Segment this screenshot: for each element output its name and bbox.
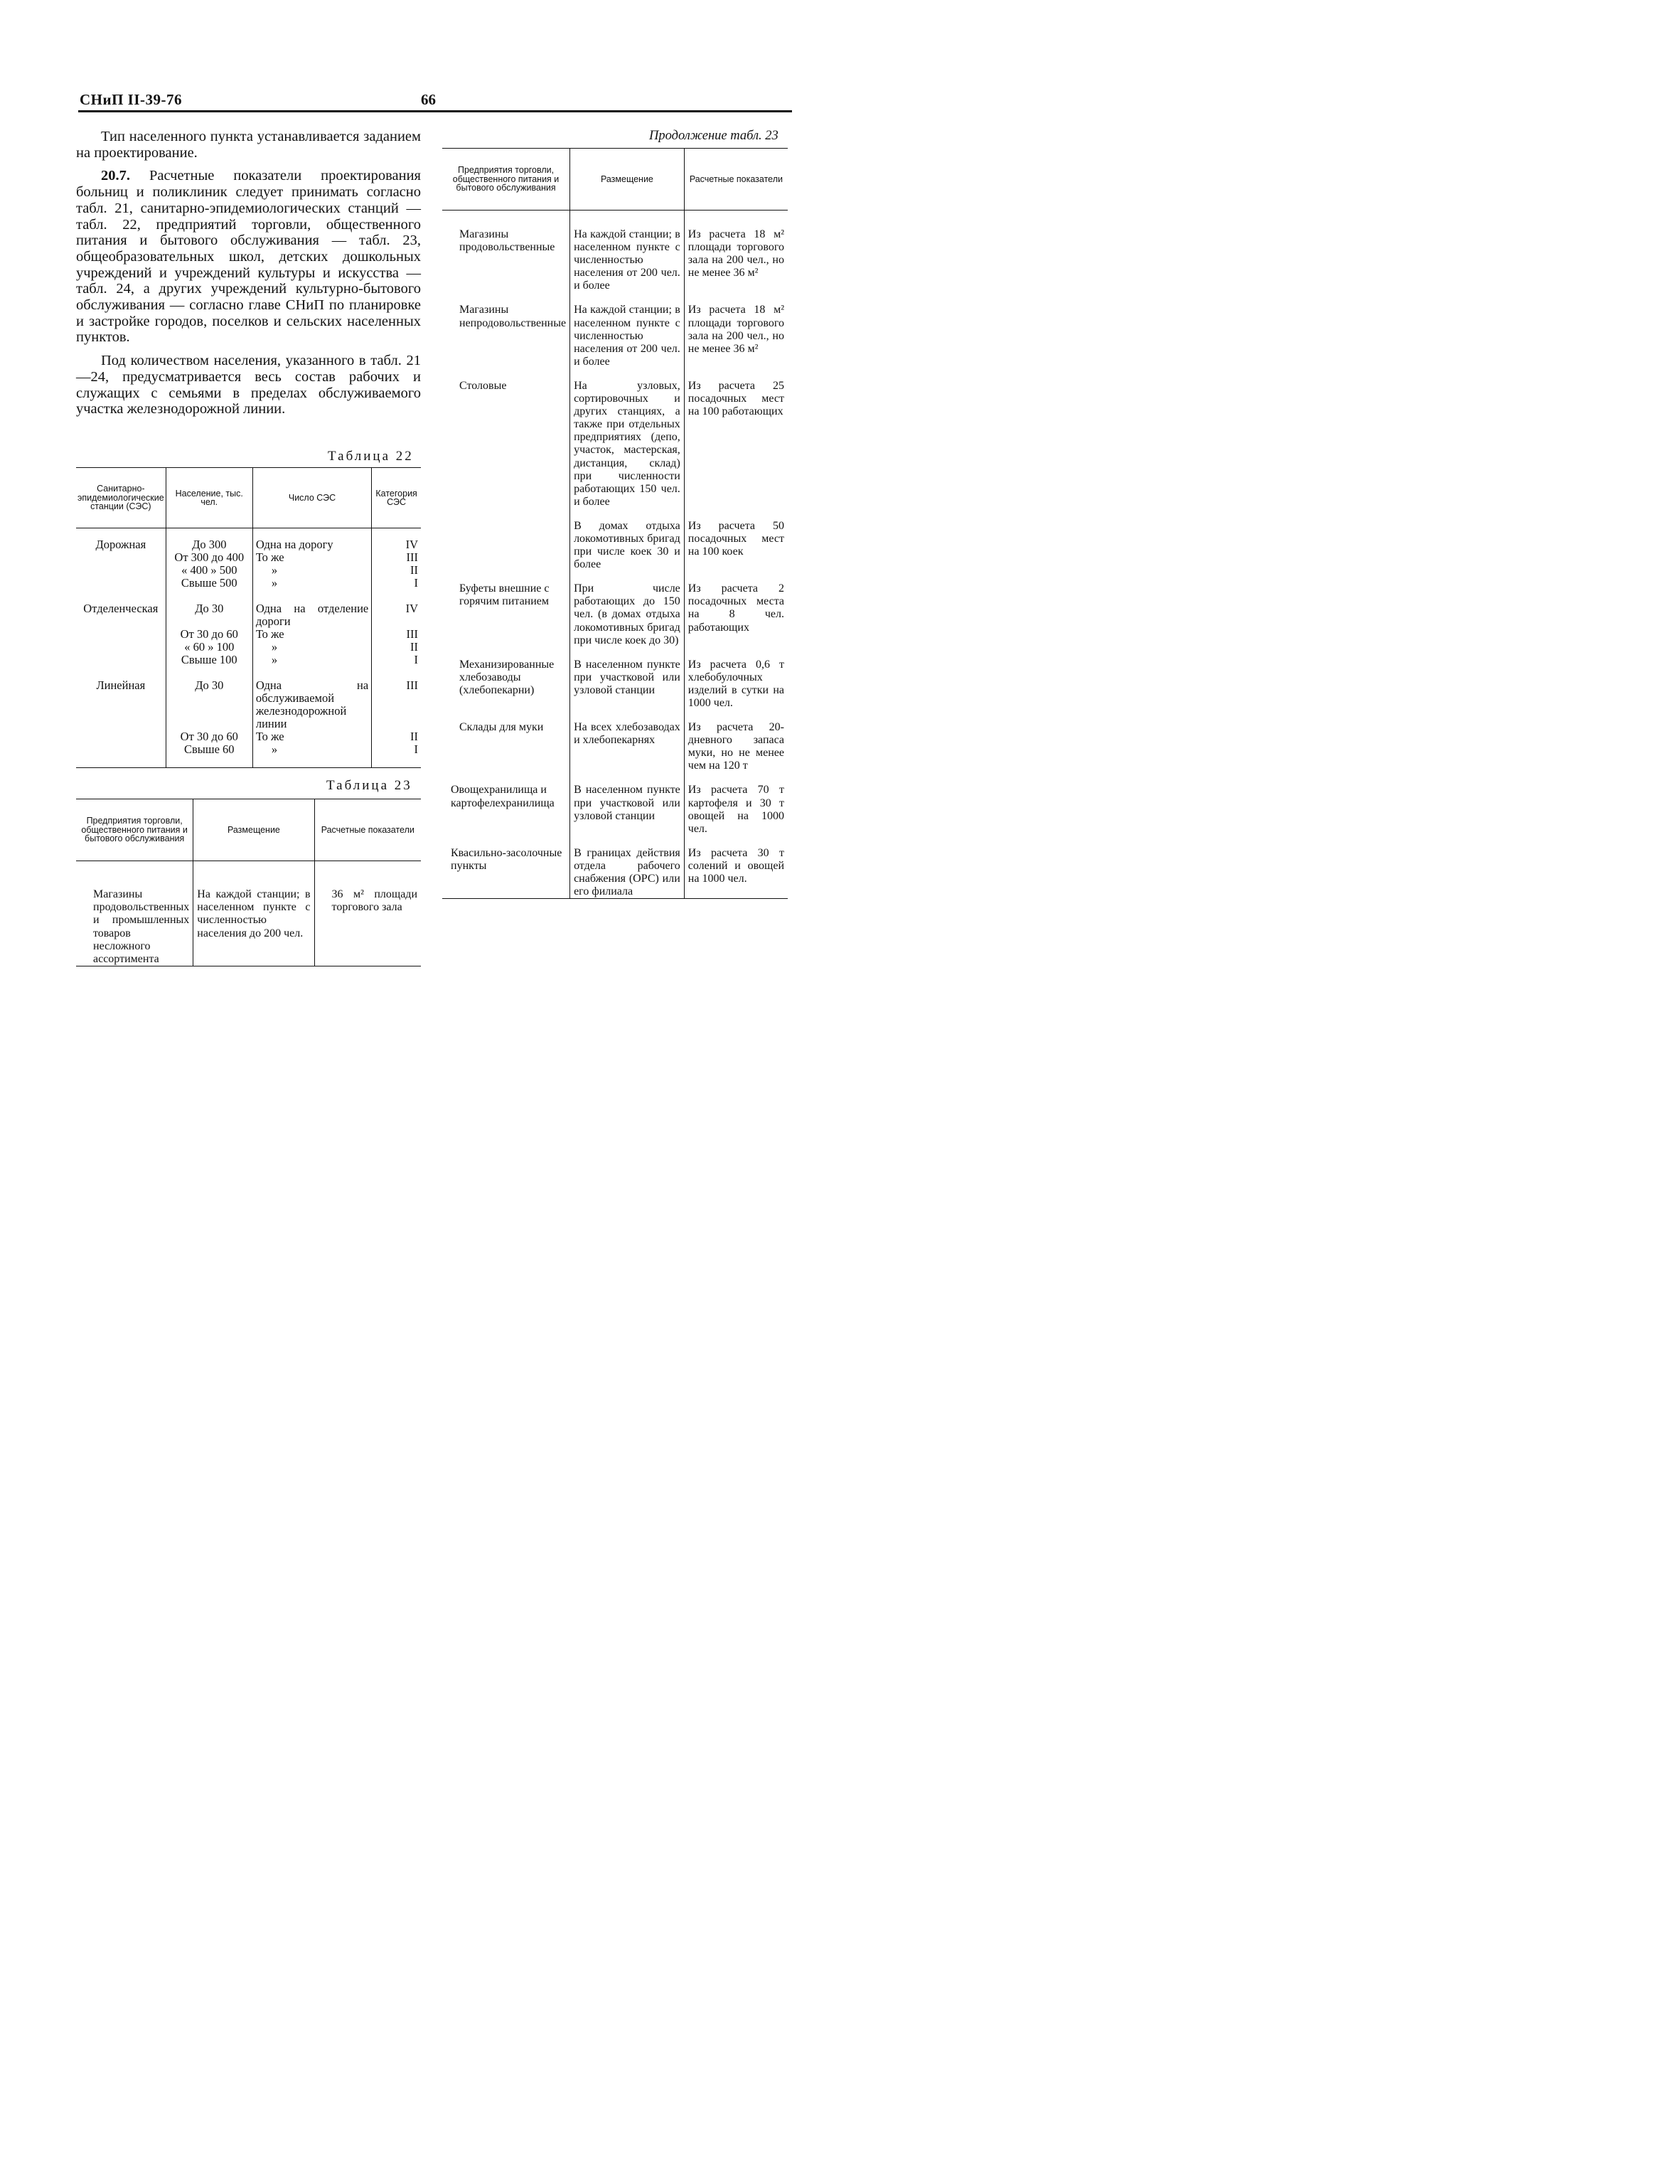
table-cell: IV — [372, 590, 421, 628]
table-cell: На каждой станции; в населенном пункте с численностью населения от 200 чел. и более — [570, 304, 685, 379]
table-cell: Из расчета 50 посадочных мест на 100 коек — [684, 520, 788, 582]
table-cell: I — [372, 743, 421, 768]
paragraph-2 — [76, 168, 421, 346]
table-cell: От 300 до 400 — [166, 551, 252, 564]
table-cell: То же — [252, 730, 371, 743]
col-header-indicators: Расчетные показатели — [314, 799, 421, 861]
table-cell: III — [372, 628, 421, 641]
table-row — [76, 628, 421, 641]
col-header-placement: Размещение — [193, 799, 314, 861]
table-cell: То же — [252, 628, 371, 641]
table-cell: На всех хлебозаводах и хлебопекарнях — [570, 721, 685, 784]
table-cell: III — [372, 666, 421, 730]
table-cell: От 30 до 60 — [166, 628, 252, 641]
table-cell: Одна на дорогу — [252, 538, 371, 551]
table-cell — [76, 628, 166, 641]
page-number: 66 — [421, 91, 436, 108]
table-cell: II — [372, 564, 421, 577]
table-cell: Из расчета 18 м² площади торгового зала на 200 чел., но не менее 36 м² — [684, 304, 788, 379]
table-cell: II — [372, 641, 421, 654]
table-row — [76, 654, 421, 666]
table-cell: До 30 — [166, 590, 252, 628]
table-cell: Склады для муки — [459, 721, 544, 734]
table-cell — [76, 577, 166, 590]
table-cell — [76, 641, 166, 654]
table-cell: » — [252, 654, 371, 666]
table-row — [76, 590, 421, 628]
table-cell: Свыше 100 — [166, 654, 252, 666]
table-cell — [442, 520, 570, 582]
table-cell: I — [372, 654, 421, 666]
table-row — [76, 538, 421, 551]
table-cell: Магазины продовольственных и промышленных товаров несложного ассортимента — [93, 888, 190, 966]
table-row — [442, 582, 788, 658]
table-cell: » — [252, 743, 371, 768]
table-row — [76, 564, 421, 577]
table-cell: Буфеты внешние с горячим питанием — [459, 582, 550, 608]
table-row — [76, 743, 421, 768]
table-cell: На каждой станции; в населенном пункте с численностью населения до 200 чел. — [193, 888, 314, 966]
table-cell — [76, 730, 166, 743]
table-cell: Дорожная — [95, 538, 146, 551]
table-row — [442, 721, 788, 784]
table-cell: Столовые — [459, 379, 507, 392]
col-header-station: Санитарно-эпидемиологические станции (СЭС) — [76, 468, 166, 528]
table-cell: I — [372, 577, 421, 590]
table-cell: Из расчета 0,6 т хлебобулочных изделий в сутки на 1000 чел. — [684, 659, 788, 721]
table-cell: Одна на отделение дороги — [252, 590, 371, 628]
paragraph-3: Под количеством населения, указанного в табл. 21—24, предусматривается весь состав рабочих и служащих с семьями в пределах обслуживаемого участка железнодорожной линии. — [76, 353, 421, 417]
table-cell: Из расчета 70 т картофеля и 30 т овощей на 1000 чел. — [684, 784, 788, 846]
table-cell: » — [252, 564, 371, 577]
table-row — [76, 577, 421, 590]
table-header-row — [442, 149, 788, 211]
table-row — [76, 641, 421, 654]
table-cell: II — [372, 730, 421, 743]
table-header-row — [76, 468, 421, 528]
table22-caption: Таблица 22 — [328, 449, 414, 464]
table23-continued-caption: Продолжение табл. 23 — [649, 129, 779, 143]
table-cell: Квасильно-засолочные пункты — [451, 846, 562, 872]
col-header-population: Население, тыс. чел. — [166, 468, 252, 528]
table-row — [76, 730, 421, 743]
table-cell: Из расчета 25 посадочных мест на 100 работающих — [684, 380, 788, 520]
table-cell: » — [252, 577, 371, 590]
paragraph-1: Тип населенного пункта устанавливается заданием на проектирование. — [76, 129, 421, 161]
table-cell: « 400 » 500 — [166, 564, 252, 577]
clause-number: 20.7. — [101, 168, 130, 184]
table-row — [76, 666, 421, 730]
table-cell: 36 м² площади торгового зала — [314, 888, 421, 966]
table-cell: Отделенческая — [83, 602, 159, 615]
table-cell: Из расчета 2 посадочных места на 8 чел. работающих — [684, 582, 788, 658]
table-cell: Овощехранилища и картофелехранилища — [451, 784, 555, 809]
table-cell: IV — [372, 538, 421, 551]
col-header-category: Категория СЭС — [372, 468, 421, 528]
table-cell: « 60 » 100 — [166, 641, 252, 654]
table-cell: Механизированные хлебозаводы (хлебопекарни) — [459, 658, 555, 696]
table-row — [442, 228, 788, 304]
table-cell: Свыше 500 — [166, 577, 252, 590]
table-cell: В населенном пункте при участковой или узловой станции — [570, 784, 685, 846]
table-cell: Свыше 60 — [166, 743, 252, 768]
table-cell: » — [252, 641, 371, 654]
col-header-enterprise: Предприятия торговли, общественного питания и бытового обслуживания — [76, 799, 193, 861]
body-text — [76, 129, 421, 425]
table-row — [76, 551, 421, 564]
table-cell: При числе работающих до 150 чел. (в домах отдыха локомотивных бригад при числе коек до 30) — [570, 582, 685, 658]
col-header-placement: Размещение — [570, 149, 685, 211]
col-header-count: Число СЭС — [252, 468, 371, 528]
table-cell: В границах действия отдела рабочего снабжения (ОРС) или его филиала — [570, 847, 685, 899]
table-cell: На узловых, сортировочных и других станциях, а также при отдельных предприятиях (депо, участок, мастерская, дистанция, склад) при численности работающих 150 чел. и более — [570, 380, 685, 520]
table-23-continued — [442, 148, 788, 899]
table-cell — [76, 551, 166, 564]
table-row — [76, 888, 421, 966]
table-row — [442, 304, 788, 379]
table-row — [442, 380, 788, 520]
table-cell — [76, 654, 166, 666]
table-row — [442, 784, 788, 846]
table-cell: Одна на обслуживаемой железнодорожной линии — [252, 666, 371, 730]
table-cell: В домах отдыха локомотивных бригад при числе коек 30 и более — [570, 520, 685, 582]
table-23 — [76, 799, 421, 966]
paragraph-2-text: Расчетные показатели проектирования больниц и поликлиник следует принимать согласно табл. 21, санитарно-эпидемиологических станций — табл. 22, предприятий торговли, общественного питания и бытового обслуживания — табл. 23, общеобразовательных школ, детских дошкольных учреждений и учреждений культуры и искусства — табл. 24, а других учреждений культурно-бытового обслуживания — согласно главе СНиП по планировке и застройке городов, поселков и сельских населенных пунктов. — [76, 168, 421, 346]
table-header-row — [76, 799, 421, 861]
header-rule — [78, 110, 792, 112]
table-cell — [76, 564, 166, 577]
table-cell: Из расчета 30 т солений и овощей на 1000 чел. — [684, 847, 788, 899]
table-cell: То же — [252, 551, 371, 564]
table-cell: Из расчета 18 м² площади торгового зала на 200 чел., но не менее 36 м² — [684, 228, 788, 304]
col-header-indicators: Расчетные показатели — [684, 149, 788, 211]
table-cell — [76, 743, 166, 768]
table-cell: Из расчета 20-дневного запаса муки, но не менее чем на 120 т — [684, 721, 788, 784]
table-row — [442, 659, 788, 721]
table-cell: На каждой станции; в населенном пункте с численностью населения от 200 чел. и более — [570, 228, 685, 304]
table23-caption: Таблица 23 — [326, 778, 412, 793]
table-cell: III — [372, 551, 421, 564]
table-cell: Магазины продовольственные — [459, 228, 555, 254]
table-cell: Магазины непродовольственные — [459, 304, 567, 329]
table-cell: В населенном пункте при участковой или узловой станции — [570, 659, 685, 721]
table-cell: Линейная — [96, 678, 146, 692]
table-22 — [76, 467, 421, 768]
table-row — [442, 520, 788, 582]
col-header-enterprise: Предприятия торговли, общественного питания и бытового обслуживания — [442, 149, 570, 211]
table-cell: До 300 — [166, 538, 252, 551]
table-cell: От 30 до 60 — [166, 730, 252, 743]
table-row — [442, 847, 788, 899]
document-code: СНиП II-39-76 — [80, 91, 183, 108]
table-cell: До 30 — [166, 666, 252, 730]
